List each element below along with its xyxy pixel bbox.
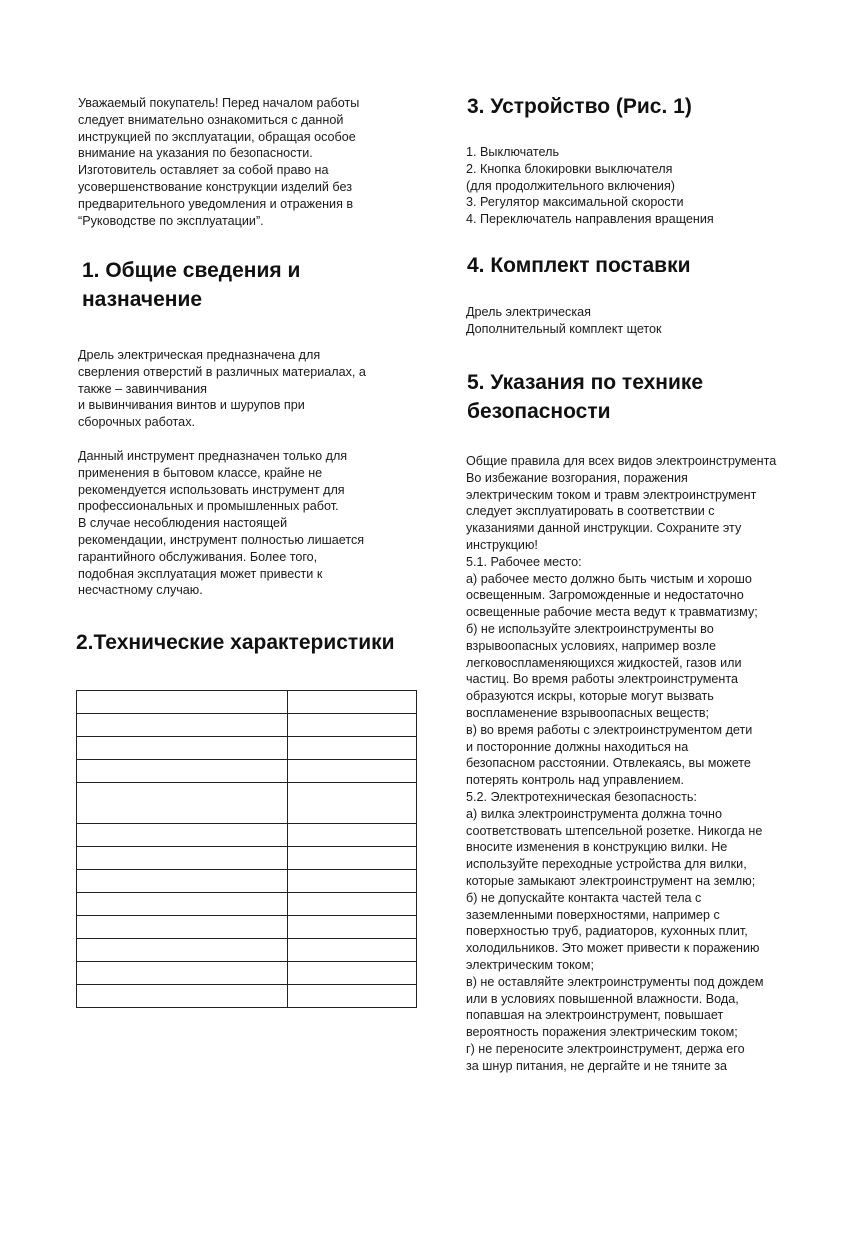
text-line: указаниями данной инструкции. Сохраните эту (466, 521, 742, 536)
text-line: легковоспламеняющихся жидкостей, газов или (466, 655, 742, 670)
table-row (77, 760, 417, 783)
table-cell (288, 916, 417, 939)
text-line: а) вилка электроинструмента должна точно (466, 806, 722, 821)
text-line: электрическим током; (466, 957, 594, 972)
table-cell (288, 893, 417, 916)
table-cell (77, 916, 288, 939)
specs-table (76, 690, 417, 1008)
text-line: за шнур питания, не дергайте и не тяните за (466, 1058, 728, 1073)
text-line: 5.2. Электротехническая безопасность: (466, 789, 697, 804)
text-line: освещенным. Загроможденные и недостаточно (466, 588, 744, 603)
list-item: 1. Выключатель (466, 145, 560, 159)
section5-heading (467, 368, 827, 426)
text-line: б) не допускайте контакта частей тела с (466, 890, 702, 905)
text-line: подобная эксплуатация может привести к (78, 566, 323, 581)
section1-paragraph-2 (78, 448, 423, 599)
text-line: Данный инструмент предназначен только для (78, 449, 348, 463)
text-line: вероятность поражения электрическим током; (466, 1025, 738, 1040)
table-cell (77, 939, 288, 962)
list-item: (для продолжительного включения) (466, 178, 675, 193)
section1-paragraph-1 (78, 347, 423, 431)
list-item: Дрель электрическая (466, 305, 591, 319)
table-cell (77, 714, 288, 737)
table-cell (77, 870, 288, 893)
section3-heading: 3. Устройство (Рис. 1) (467, 95, 692, 118)
text-line: попавшая на электроинструмент, повышает (466, 1008, 724, 1023)
table-cell (288, 985, 417, 1008)
text-line: взрывоопасных условиях, например возле (466, 638, 717, 653)
text-line: или в условиях повышенной влажности. Вода, (466, 991, 739, 1006)
section1-heading-line1: 1. Общие сведения и (82, 259, 301, 282)
text-line: гарантийного обслуживания. Более того, (78, 549, 318, 564)
section3-list (466, 144, 816, 228)
text-line: В случае несоблюдения настоящей (78, 516, 288, 531)
text-line: несчастному случаю. (78, 583, 203, 598)
table-cell (288, 870, 417, 893)
table-row (77, 985, 417, 1008)
text-line: в) во время работы с электроинструментом дети (466, 722, 753, 737)
text-line: которые замыкают электроинструмент на землю; (466, 873, 756, 888)
text-line: профессиональных и промышленных работ. (78, 499, 339, 514)
list-item: 3. Регулятор максимальной скорости (466, 195, 684, 210)
intro-line: следует внимательно ознакомиться с данной (78, 112, 344, 127)
text-line: сверления отверстий в различных материалах, а (78, 364, 366, 379)
text-line: рекомендации, инструмент полностью лишается (78, 532, 365, 547)
table-cell (77, 691, 288, 714)
list-item: Дополнительный комплект щеток (466, 321, 662, 336)
section4-list (466, 304, 816, 338)
section1-heading-line2: назначение (82, 288, 203, 311)
table-cell (288, 714, 417, 737)
intro-line: усовершенствование конструкции изделий без (78, 179, 352, 194)
intro-line: Уважаемый покупатель! Перед началом работы (78, 96, 360, 110)
text-line: Во избежание возгорания, поражения (466, 470, 688, 485)
section2-heading: 2.Технические характеристики (76, 631, 395, 654)
section5-heading-line1: 5. Указания по технике (467, 371, 704, 394)
table-cell (288, 783, 417, 824)
intro-line: внимание на указания по безопасности. (78, 146, 313, 161)
table-cell (77, 893, 288, 916)
list-item: 4. Переключатель направления вращения (466, 212, 714, 227)
section1-heading (82, 256, 422, 314)
table-cell (77, 962, 288, 985)
table-row (77, 737, 417, 760)
table-cell (288, 737, 417, 760)
section5-body (466, 453, 821, 1074)
table-row (77, 847, 417, 870)
table-cell (77, 737, 288, 760)
table-cell (77, 847, 288, 870)
intro-line: Изготовитель оставляет за собой право на (78, 163, 329, 178)
table-cell (77, 824, 288, 847)
text-line: используйте переходные устройства для вилки, (466, 857, 747, 872)
table-cell (288, 824, 417, 847)
intro-line: “Руководстве по эксплуатации”. (78, 213, 264, 228)
intro-paragraph (78, 95, 423, 229)
text-line: также – завинчивания (78, 381, 207, 396)
text-line: 5.1. Рабочее место: (466, 554, 582, 569)
text-line: Дрель электрическая предназначена для (78, 348, 321, 362)
text-line: инструкцию! (466, 537, 538, 552)
text-line: Общие правила для всех видов электроинструмента (466, 454, 777, 468)
table-row (77, 893, 417, 916)
text-line: заземленными поверхностями, например с (466, 907, 720, 922)
table-row (77, 962, 417, 985)
text-line: воспламенение взрывоопасных веществ; (466, 705, 710, 720)
text-line: вносите изменения в конструкцию вилки. Не (466, 840, 728, 855)
section5-heading-line2: безопасности (467, 400, 611, 423)
text-line: образуются искры, которые могут вызвать (466, 689, 714, 704)
text-line: освещенные рабочие места ведут к травматизму; (466, 605, 758, 620)
text-line: электрическим током и травм электроинструмент (466, 487, 757, 502)
table-cell (288, 760, 417, 783)
text-line: следует эксплуатировать в соответствии с (466, 504, 715, 519)
intro-line: предварительного уведомления и отражения в (78, 196, 354, 211)
table-row (77, 916, 417, 939)
text-line: применения в бытовом классе, крайне не (78, 465, 323, 480)
section4-heading: 4. Комплект поставки (467, 254, 691, 277)
list-item: 2. Кнопка блокировки выключателя (466, 161, 673, 176)
text-line: рекомендуется использовать инструмент для (78, 482, 345, 497)
intro-line: инструкцией по эксплуатации, обращая особое (78, 129, 356, 144)
table-row (77, 714, 417, 737)
table-cell (288, 939, 417, 962)
text-line: потерять контроль над управлением. (466, 773, 685, 788)
text-line: холодильников. Это может привести к поражению (466, 941, 760, 956)
table-cell (77, 760, 288, 783)
text-line: г) не переносите электроинструмент, держа его (466, 1041, 745, 1056)
text-line: соответствовать штепсельной розетке. Никогда не (466, 823, 763, 838)
table-row (77, 939, 417, 962)
table-cell (77, 783, 288, 824)
table-row (77, 783, 417, 824)
table-cell (288, 962, 417, 985)
text-line: а) рабочее место должно быть чистым и хорошо (466, 571, 752, 586)
table-row (77, 824, 417, 847)
table-row (77, 691, 417, 714)
table-cell (77, 985, 288, 1008)
text-line: сборочных работах. (78, 415, 195, 430)
text-line: и посторонние должны находиться на (466, 739, 689, 754)
table-row (77, 870, 417, 893)
text-line: в) не оставляйте электроинструменты под дождем (466, 974, 764, 989)
text-line: частиц. Во время работы электроинструмента (466, 672, 738, 687)
table-cell (288, 691, 417, 714)
text-line: безопасном расстоянии. Отвлекаясь, вы можете (466, 756, 751, 771)
text-line: б) не используйте электроинструменты во (466, 621, 714, 636)
text-line: и вывинчивания винтов и шурупов при (78, 398, 305, 413)
table-cell (288, 847, 417, 870)
text-line: поверхностью труб, радиаторов, кухонных плит, (466, 924, 748, 939)
